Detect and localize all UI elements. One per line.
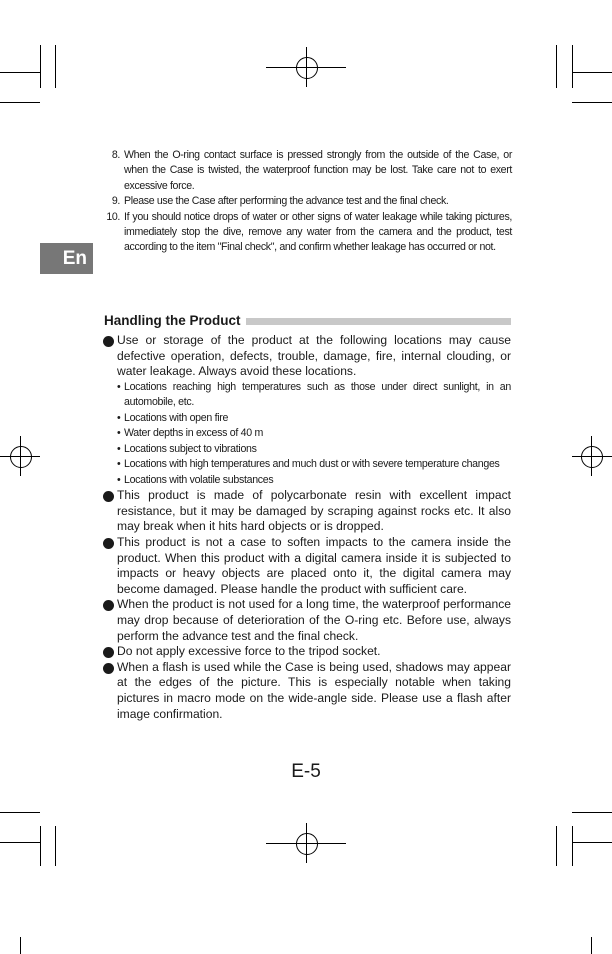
bullet-item: [103, 535, 511, 597]
sub-item-text: Locations subject to vibrations: [124, 442, 257, 455]
bullet-text: When the product is not used for a long time, the waterproof performance may drop because of deterioration of the O-ring etc. Before use, always perform the advance test and the final check.: [117, 597, 511, 643]
bullet-text: This product is made of polycarbonate resin with excellent impact resistance, but it may be damaged by scraping against rocks etc. It also may break when it hits hard objects or is dropped.: [117, 488, 511, 534]
bullet-dot-icon: [103, 336, 114, 347]
sub-item-text: Water depths in excess of 40 m: [124, 427, 263, 440]
handling-bullets: [103, 333, 511, 722]
bullet-dot-icon: [103, 491, 114, 502]
item-text: Please use the Case after performing the advance test and the final check.: [124, 195, 449, 208]
bullet-item: [103, 488, 511, 535]
sub-item-text: Locations with volatile substances: [124, 473, 274, 486]
bullet-text: This product is not a case to soften impacts to the camera inside the product. When this product with a digital camera inside it is subjected to impacts or heavy objects are placed onto it, the digital camera may become damaged. Please handle the product with sufficient care.: [117, 535, 511, 596]
sub-item: [117, 473, 511, 489]
bullet-dot-icon: [103, 538, 114, 549]
page-number: E-5: [291, 761, 321, 782]
small-bullet-icon: •: [117, 458, 121, 471]
bullet-text: Use or storage of the product at the following locations may cause defective operation, defects, trouble, damage, fire, internal clouding, or water leakage. Always avoid these locations.: [117, 333, 511, 379]
sub-item: [117, 457, 511, 473]
item-text: If you should notice drops of water or other signs of water leakage while taking pictures, immediately stop the dive, remove any water from the camera and the product, test according to the item "Final check", and confirm whether leakage has occurred or not.: [124, 210, 512, 254]
section-heading: [104, 311, 511, 329]
sub-item: [117, 426, 511, 442]
bullet-dot-icon: [103, 647, 114, 658]
bullet-item: [103, 597, 511, 644]
bullet-item: [103, 644, 511, 660]
list-item: [100, 194, 512, 209]
sub-item: [117, 442, 511, 458]
small-bullet-icon: •: [117, 380, 121, 393]
bullet-item: [103, 660, 511, 722]
bullet-text: When a flash is used while the Case is being used, shadows may appear at the edges of the picture. This is especially notable when taking pictures in macro mode on the wide-angle side. Please use a flash after image confirmation.: [117, 659, 511, 721]
item-number: 8.: [111, 149, 120, 161]
sub-item: [117, 380, 511, 411]
numbered-precautions: [100, 148, 512, 256]
bullet-text: Do not apply excessive force to the tripod socket.: [117, 644, 381, 659]
bullet-item: [103, 333, 511, 488]
item-number: 10.: [106, 210, 120, 223]
list-item: [100, 148, 512, 194]
bullet-dot-icon: [103, 600, 114, 611]
small-bullet-icon: •: [117, 427, 121, 440]
small-bullet-icon: •: [117, 442, 121, 455]
list-item: [100, 210, 512, 256]
section-title: Handling the Product: [104, 312, 241, 328]
sub-item-text: Locations with high temperatures and much dust or with severe temperature changes: [124, 458, 500, 471]
heading-rule: [246, 318, 512, 325]
sub-list: [117, 380, 511, 489]
language-tab: En: [40, 243, 93, 274]
item-text: When the O-ring contact surface is pressed strongly from the outside of the Case, or when the Case is twisted, the waterproof function may be lost. Take care not to exert excessive force.: [124, 149, 512, 192]
sub-item-text: Locations reaching high temperatures such as those under direct sunlight, in an automobile, etc.: [124, 380, 511, 409]
item-number: 9.: [111, 195, 120, 208]
bullet-dot-icon: [103, 663, 114, 674]
sub-item-text: Locations with open fire: [124, 411, 229, 424]
small-bullet-icon: •: [117, 411, 121, 424]
small-bullet-icon: •: [117, 473, 121, 486]
sub-item: [117, 411, 511, 427]
